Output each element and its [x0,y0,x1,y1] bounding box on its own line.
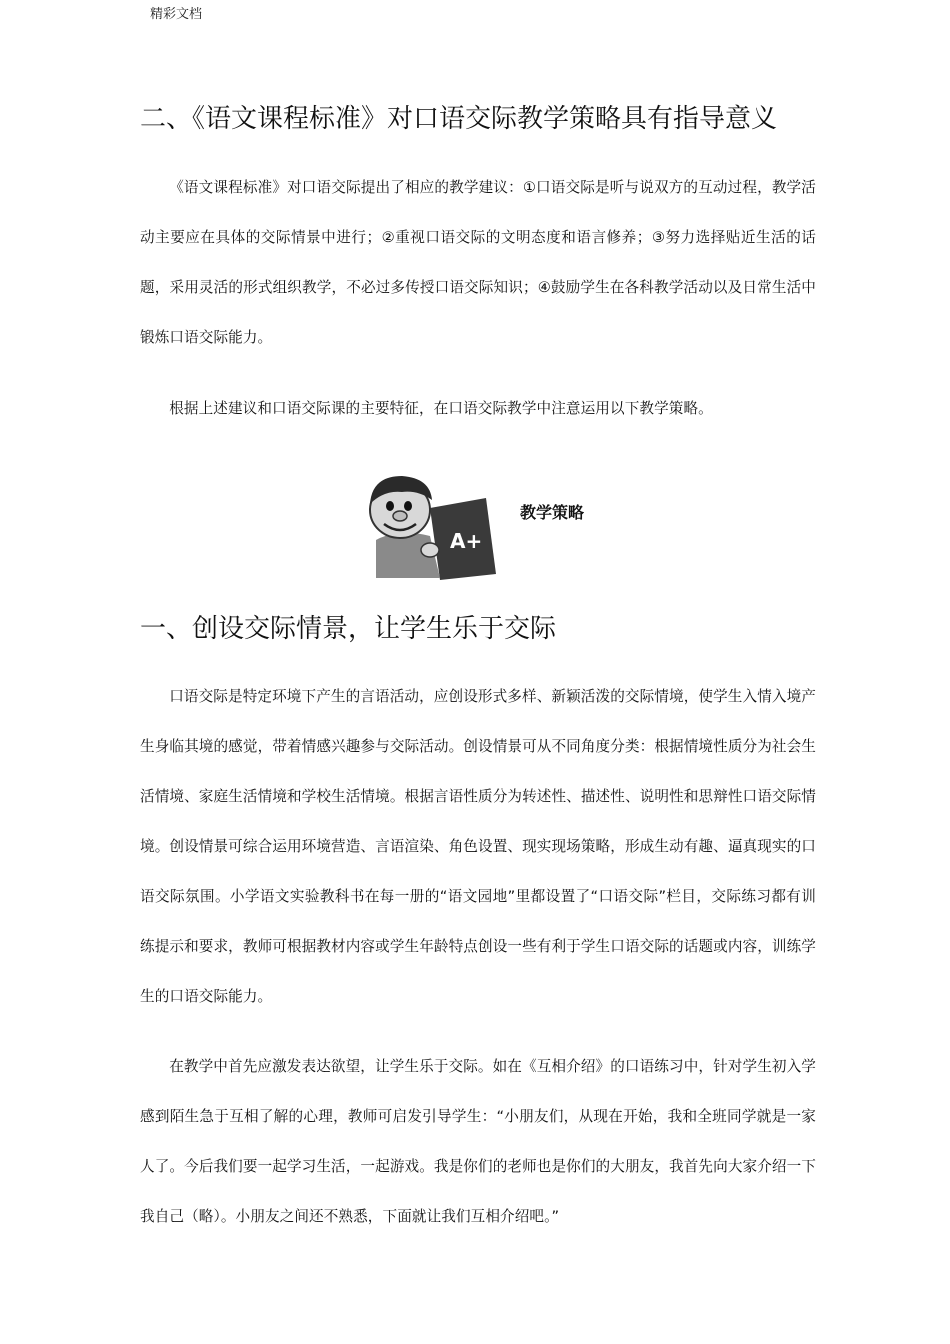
sign-text: A+ [450,529,483,553]
cartoon-boy-icon [358,470,508,580]
teaching-strategy-illustration [358,470,618,580]
section2-paragraph-2: 根据上述建议和口语交际课的主要特征，在口语交际教学中注意运用以下教学策略。 [169,400,713,417]
watermark-text: 精彩文档 [150,7,203,22]
section2-paragraph-1: 《语文课程标准》对口语交际提出了相应的教学建议：①口语交际是听与说双方的互动过程，教学活动主要应在具体的交际情景中进行；②重视口语交际的文明态度和语言修养；③努力选择贴近生活的话题，采用灵活的形式组织教学，不必过多传授口语交际知识；④鼓励学生在各科教学活动以及日常生活中锻炼口语交际能力。 [140,179,816,346]
section1-paragraph-1: 口语交际是特定环境下产生的言语活动，应创设形式多样、新颖活泼的交际情境，使学生入情入境产生身临其境的感觉，带着情感兴趣参与交际活动。创设情景可从不同角度分类：根据情境性质分为社会生活情境、家庭生活情境和学校生活情境。根据言语性质分为转述性、描述性、说明性和思辩性口语交际情境。创设情景可综合运用环境营造、言语渲染、角色设置、现实现场策略，形成生动有趣、逼真现实的口语交际氛围。小学语文实验教科书在每一册的“语文园地”里都设置了“口语交际”栏目，交际练习都有训练提示和要求，教师可根据教材内容或学生年龄特点创设一些有利于学生口语交际的话题或内容，训练学生的口语交际能力。 [140,688,816,1005]
figure-caption: 教学策略 [520,503,585,522]
section1-paragraph-2: 在教学中首先应激发表达欲望，让学生乐于交际。如在《互相介绍》的口语练习中，针对学生初入学感到陌生急于互相了解的心理，教师可启发引导学生：“小朋友们，从现在开始，我和全班同学就是一家人了。今后我们要一起学习生活，一起游戏。我是你们的老师也是你们的大朋友，我首先向大家介绍一下我自己（略）。小朋友之间还不熟悉，下面就让我们互相介绍吧。” [140,1058,816,1225]
section-heading-2: 二、《语文课程标准》对口语交际教学策略具有指导意义 [140,104,778,134]
section-heading-1: 一、创设交际情景，让学生乐于交际 [140,614,557,644]
